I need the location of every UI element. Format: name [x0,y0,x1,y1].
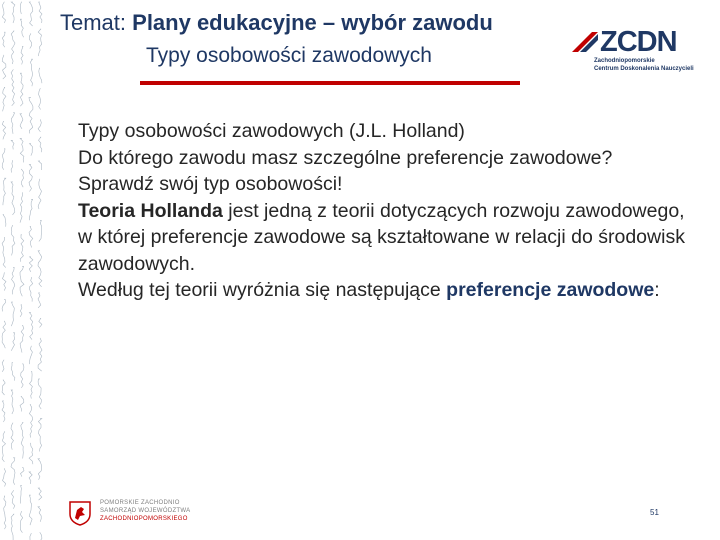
zcdn-logo [570,26,694,76]
handwriting-stroke [2,149,5,170]
handwriting-stroke [30,144,33,156]
handwriting-stroke [20,19,23,37]
handwriting-stroke [11,70,15,106]
griffin-emblem-icon [68,500,92,526]
handwriting-stroke [3,215,6,227]
handwriting-stroke [20,512,22,533]
handwriting-stroke [20,305,22,317]
handwriting-stroke [38,338,42,371]
handwriting-stroke [20,397,24,412]
handwriting-stroke [11,423,14,450]
title-underline [140,81,520,85]
handwriting-stroke [38,488,42,500]
handwriting-stroke [11,363,15,381]
handwriting-stroke [29,472,32,484]
handwriting-stroke [2,55,6,79]
handwriting-stroke [30,59,32,86]
handwriting-stroke [38,532,42,540]
handwriting-stroke [2,401,5,422]
handwriting-stroke [4,496,6,529]
handwriting-stroke [2,273,6,291]
content-question: Do którego zawodu masz szczególne preferencje zawodowe? Sprawdź swój typ osobowości! [78,146,613,195]
page-subtitle: Typy osobowości zawodowych [146,44,432,67]
handwriting-stroke [20,73,23,106]
handwriting-stroke [29,33,31,48]
handwriting-stroke [11,113,14,134]
handwriting-stroke [3,178,6,205]
handwriting-stroke [21,422,24,458]
handwriting-stroke [38,120,41,132]
page-number: 51 [650,508,659,517]
theory-description: jest jedną z teorii dotyczących rozwoju zawodowego, w której preferencje zawodowe są kształtowane w relacji do środowisk zawodowych. [78,199,685,275]
handwriting-stroke [11,333,14,351]
logo-text: ZCDN [600,26,677,58]
handwriting-stroke [11,225,15,255]
handwriting-stroke [11,140,14,149]
handwriting-stroke [30,199,33,220]
handwriting-stroke [39,318,42,327]
footer-logo [68,496,218,530]
handwriting-stroke [11,491,15,509]
handwriting-stroke [29,495,32,525]
handwriting-stroke [2,238,6,268]
title-prefix: Temat: [60,10,133,35]
handwriting-stroke [29,97,33,133]
handwriting-stroke [20,266,24,296]
handwriting-stroke [11,514,14,540]
handwriting-stroke [39,68,42,83]
preferences-term: preferencje zawodowe [446,279,655,301]
handwriting-side-strip [0,0,48,540]
handwriting-stroke [38,419,41,452]
logo-subtitle-line1: Zachodniopomorskie [594,58,655,64]
handwriting-stroke [30,278,33,302]
handwriting-stroke [29,257,33,272]
handwriting-stroke [30,372,33,399]
handwriting-stroke [39,2,42,23]
logo-subtitle-line2: Centrum Doskonalenia Nauczycieli [594,66,694,72]
title-topic: Plany edukacyjne – wybór zawodu [132,10,493,35]
handwriting-stroke [38,507,41,522]
handwriting-stroke [20,138,24,162]
handwriting-stroke [2,360,4,372]
handwriting-stroke [38,379,41,409]
theory-name: Teoria Hollanda [78,199,223,222]
handwriting-stroke [21,485,22,503]
handwriting-stroke [3,87,6,111]
handwriting-stroke [20,235,23,262]
handwriting-stroke [29,313,33,340]
handwriting-stroke [39,137,42,152]
handwriting-stroke [2,321,5,348]
handwriting-stroke [21,46,23,64]
handwriting-stroke [2,380,5,395]
handwriting-stroke [20,326,24,353]
handwriting-stroke [38,161,41,170]
handwriting-stroke [2,299,6,311]
handwriting-pattern [0,0,48,540]
handwriting-stroke [11,2,15,23]
handwriting-stroke [3,469,6,487]
handwriting-stroke [11,302,14,326]
handwriting-stroke [39,220,42,241]
footer-line2: SAMORZĄD WOJEWÓDZTWA [100,508,191,514]
handwriting-stroke [11,182,15,215]
handwriting-stroke [11,161,13,173]
handwriting-stroke [38,29,42,56]
footer-line3: ZACHODNIOPOMORSKIEGO [100,516,188,522]
handwriting-stroke [29,2,33,26]
handwriting-stroke [29,534,31,540]
handwriting-stroke [21,468,25,477]
page-title [60,10,560,36]
handwriting-stroke [38,293,41,308]
handwriting-stroke [20,2,22,14]
preferences-intro: Według tej teorii wyróżnia się następujące [78,279,447,301]
handwriting-stroke [11,31,15,64]
handwriting-stroke [2,121,5,139]
handwriting-stroke [22,169,24,187]
handwriting-stroke [11,390,13,414]
handwriting-stroke [2,32,5,47]
handwriting-stroke [20,114,23,129]
handwriting-stroke [29,443,33,464]
preferences-colon: : [654,279,660,301]
content-heading: Typy osobowości zawodowych (J.L. Holland) [78,120,465,142]
footer-line1: POMORSKIE ZACHODNIO [100,500,180,506]
handwriting-stroke [38,251,42,287]
handwriting-stroke [12,267,15,294]
handwriting-stroke [29,405,32,438]
handwriting-stroke [29,226,33,247]
zcdn-logo-icon [570,30,600,54]
handwriting-stroke [2,2,5,23]
slide-content [78,118,693,304]
handwriting-stroke [30,346,33,364]
handwriting-stroke [20,193,23,223]
handwriting-stroke [39,89,41,110]
handwriting-stroke [29,165,32,192]
handwriting-stroke [38,459,42,480]
handwriting-stroke [21,364,24,388]
handwriting-stroke [2,432,5,462]
content-theory [78,198,693,278]
handwriting-stroke [38,179,41,209]
content-preferences [78,277,693,304]
handwriting-stroke [11,458,15,485]
